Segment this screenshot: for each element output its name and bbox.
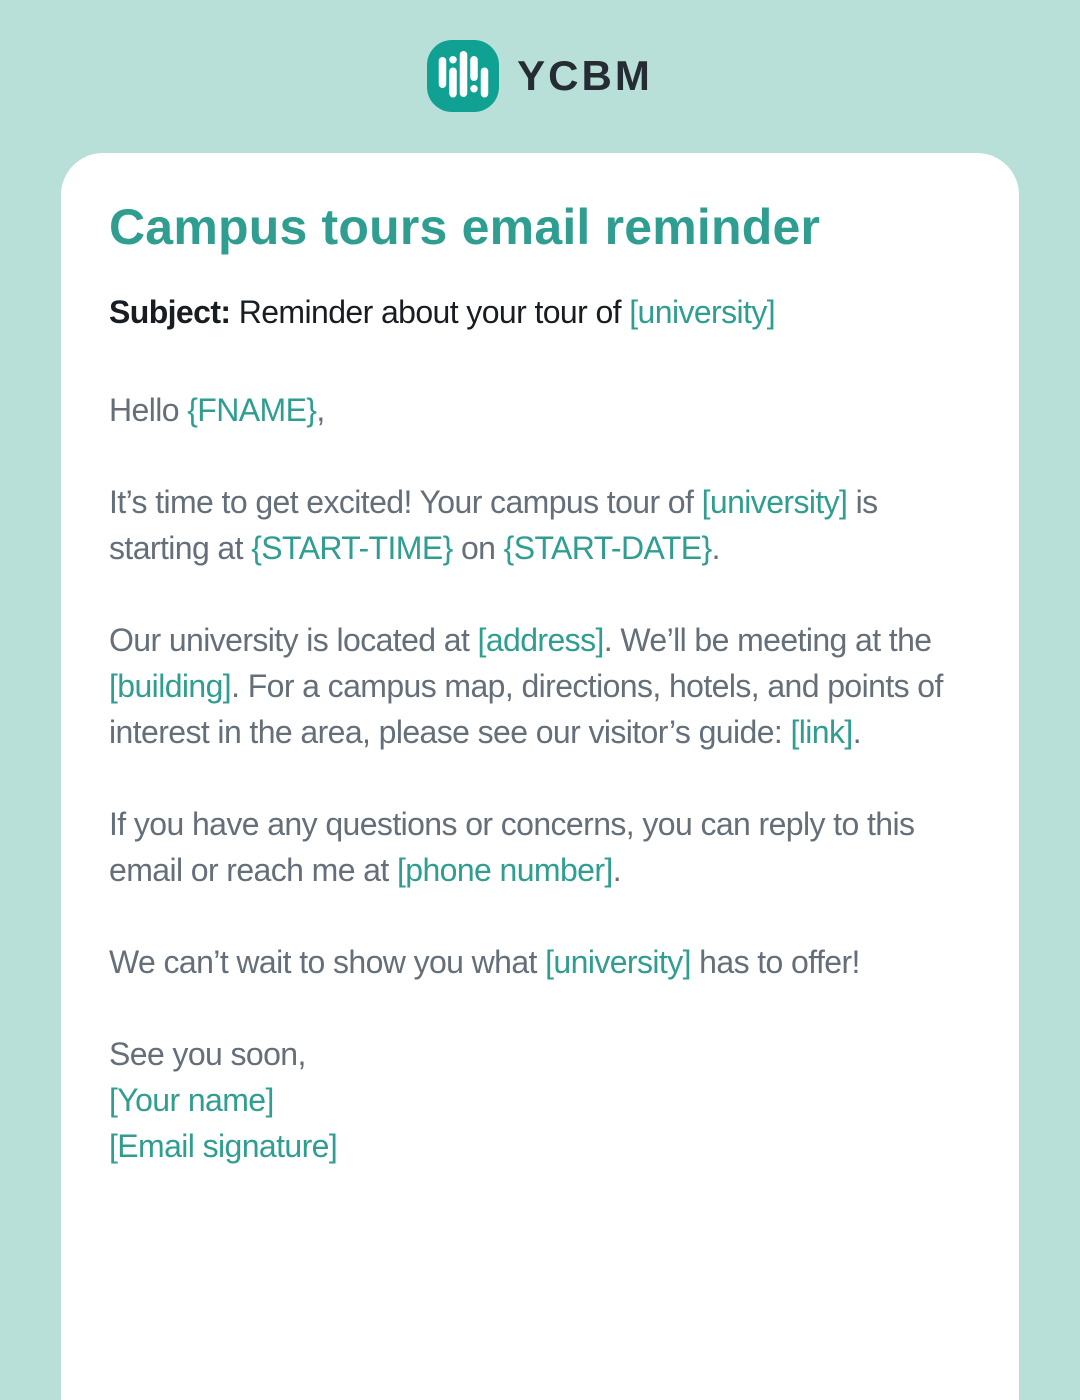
text-run: . (711, 530, 720, 566)
ycbm-soundwave-icon (427, 40, 499, 112)
placeholder-token: [university] (545, 944, 691, 980)
subject-text (230, 294, 775, 330)
subject-label: Subject: (109, 294, 231, 330)
text-run: Reminder about your tour of (230, 294, 630, 330)
placeholder-token: [address] (477, 622, 604, 658)
location-paragraph (109, 617, 971, 755)
placeholder-token: [university] (701, 484, 848, 520)
text-run: on (452, 530, 504, 566)
placeholder-token: [university] (629, 294, 776, 330)
text-run: is starting at (109, 484, 878, 566)
text-run: It’s time to get excited! Your campus tour of (109, 484, 702, 520)
greeting-paragraph (109, 387, 971, 433)
text-run: . For a campus map, directions, hotels, and points of interest in the area, please see our visitor’s guide: (109, 668, 943, 750)
brand-header (0, 0, 1080, 153)
placeholder-token: [Email signature] (109, 1128, 338, 1164)
placeholder-token: {START-DATE} (503, 530, 712, 566)
contact-paragraph (109, 801, 971, 893)
text-run: See you soon, (109, 1036, 306, 1072)
placeholder-token: [link] (790, 714, 853, 750)
text-run: . (852, 714, 861, 750)
placeholder-token: [building] (109, 668, 232, 704)
placeholder-token: [phone number] (396, 852, 613, 888)
tour-time-paragraph (109, 479, 971, 571)
closing-paragraph (109, 939, 971, 985)
placeholder-token: {START-TIME} (251, 530, 453, 566)
text-run: . We’ll be meeting at the (603, 622, 932, 658)
template-title: Campus tours email reminder (109, 199, 821, 255)
subject-line (109, 289, 971, 335)
text-run: , (316, 392, 325, 428)
email-template-card (61, 153, 1019, 1400)
text-run: Our university is located at (109, 622, 478, 658)
brand-lockup (427, 40, 653, 112)
text-run: If you have any questions or concerns, you can reply to this email or reach me at (109, 806, 915, 888)
text-run: We can’t wait to show you what (109, 944, 546, 980)
text-run: Hello (109, 392, 188, 428)
signoff-paragraph (109, 1031, 971, 1169)
email-body (109, 387, 971, 1169)
ycbm-wordmark: YCBM (517, 52, 653, 99)
placeholder-token: {FNAME} (187, 392, 317, 428)
text-run: . (612, 852, 622, 888)
placeholder-token: [Your name] (109, 1082, 274, 1118)
text-run: has to offer! (690, 944, 860, 980)
